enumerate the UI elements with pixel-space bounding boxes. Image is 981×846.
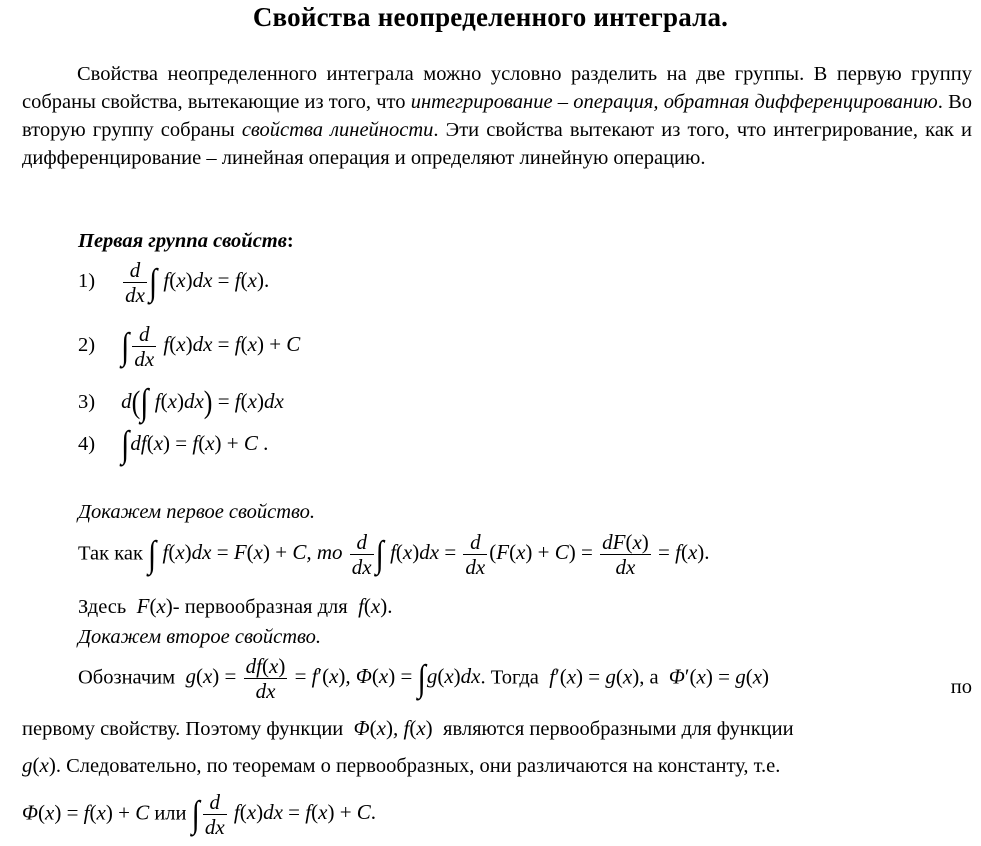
intro-emphasis-1: интегрирование – операция, обратная дифференцированию (410, 91, 938, 113)
group-heading-colon: : (286, 230, 294, 252)
proof1-to: то (316, 540, 343, 565)
proof2-line2-b: являются первообразными для функции (443, 718, 794, 740)
proof1-since: Так как (78, 542, 143, 565)
proof2-line1 (78, 654, 972, 703)
proof1-f: f(x). (352, 594, 393, 618)
proof2-line3 (22, 753, 780, 778)
proof2-heading: Докажем второе свойство. (78, 626, 322, 648)
page-title: Свойства неопределенного интеграла. (252, 2, 729, 32)
proof2-formula-g: g(x) = $\frac{df(x)}{dx}$ = f′(x), Φ(x) = ∫g(x)dx (180, 654, 481, 703)
proof2-line2 (22, 716, 794, 741)
property-1-label: 1) (78, 270, 96, 293)
proof1-F: F(x) (131, 594, 173, 618)
group-heading-text: Первая группа свойств (78, 230, 287, 252)
formula-3: d(∫ f(x)dx) = f(x)dx (121, 381, 284, 423)
proof2-then: . Тогда (480, 666, 539, 689)
proof2-formula-deriv: f′(x) = g(x) (544, 664, 640, 689)
intro-paragraph (22, 60, 972, 172)
intro-text-1: Свойства неопределенного интеграла можно условно разделить на две группы. В первую группу собраны свойства, вытекающие из того, что (22, 63, 972, 113)
proof2-and: , а (639, 666, 659, 689)
proof2-line3-text: . Следовательно, по теоремам о первообразных, они различаются на константу, т.е. (55, 755, 781, 777)
proof2-formula-phi: Φ′(x) = g(x) (663, 664, 770, 689)
property-2-label: 2) (78, 334, 96, 357)
proof2-line2-a: первому свойству. Поэтому функции (22, 718, 344, 740)
proof1-here-mid: - первообразная для (172, 596, 348, 618)
group-heading (78, 230, 294, 253)
formula-2: ∫ $\frac{d}{dx}$ f(x)dx = f(x) + C (121, 322, 301, 371)
proof2-formula-funcs: Φ(x), f(x) (348, 716, 433, 740)
proof2-formula-final: ∫ $\frac{d}{dx}$ f(x)dx = f(x) + C. (191, 790, 377, 839)
proof2-by: по (950, 676, 972, 698)
proof1-here-line (78, 594, 392, 619)
formula-4: ∫df(x) = f(x) + C . (121, 423, 269, 465)
intro-text-2: . Во вторую группу собраны (22, 91, 972, 141)
proof2-denote: Обозначим (78, 666, 176, 689)
property-4 (78, 423, 269, 465)
property-3 (78, 381, 284, 423)
property-2 (78, 322, 300, 371)
proof2-or: или (154, 802, 187, 825)
property-4-label: 4) (78, 432, 96, 455)
proof1-formula: ∫ f(x)dx = F(x) + C, то $\frac{d}{dx}$ ∫ f(x)dx = $\frac{d}{dx}$ (F(x) + C) = $\frac{dF(x)}{dx}$ = f(x). (148, 530, 710, 579)
proof2-formula-gx: g(x) (22, 753, 56, 777)
proof2-conclusion (22, 790, 376, 839)
formula-1: $\frac{d}{dx}$ ∫ f(x)dx = f(x). (125, 258, 270, 307)
property-3-label: 3) (78, 390, 96, 413)
intro-text-3: . Эти свойства вытекают из того, что интегрирование, как и дифференцирование – линейная операция и определяют линейную операцию. (22, 119, 973, 169)
proof1-heading: Докажем первое свойство. (78, 501, 316, 523)
property-1 (78, 258, 269, 307)
proof1-line (78, 530, 710, 579)
proof2-formula-phi-eq: Φ(x) = f(x) + C (22, 800, 150, 825)
intro-emphasis-2: свойства линейности (241, 119, 434, 141)
proof1-here: Здесь (78, 596, 127, 618)
